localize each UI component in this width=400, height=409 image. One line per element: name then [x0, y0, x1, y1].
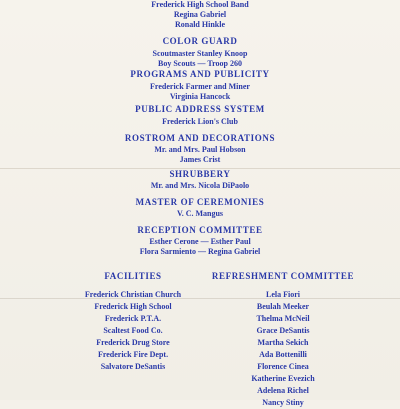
refreshment-item: Grace DeSantis [256, 326, 310, 335]
refreshment-item: Katherine Evezich [251, 374, 315, 383]
section-line: Virginia Hancock [169, 92, 231, 101]
refreshment-heading: REFRESHMENT COMMITTEE [211, 271, 355, 281]
section-shrubbery [0, 169, 400, 191]
section-line: Mr. and Mrs. Paul Hobson [154, 145, 246, 154]
section-heading: MASTER OF CEREMONIES [135, 197, 265, 207]
section-line: Esther Cerone — Esther Paul [149, 237, 251, 246]
section-heading: ROSTROM AND DECORATIONS [124, 133, 276, 143]
section-programs-publicity [0, 69, 400, 102]
section-reception-committee [0, 225, 400, 257]
refreshment-column [198, 271, 368, 409]
section-heading: PROGRAMS AND PUBLICITY [130, 69, 270, 79]
top-entry: Ronald Hinkle [174, 20, 225, 29]
section-line: Frederick Lion's Club [162, 117, 238, 126]
section-public-address [0, 104, 400, 127]
section-rostrom-decorations [0, 133, 400, 165]
refreshment-item: Thelma McNeil [256, 314, 310, 323]
top-entries [0, 0, 400, 30]
section-line: Scoutmaster Stanley Knoop [152, 49, 248, 58]
section-heading: COLOR GUARD [162, 36, 238, 46]
section-line: Frederick Farmer and Miner [150, 82, 250, 91]
section-line: Mr. and Mrs. Nicola DiPaolo [150, 181, 250, 190]
section-line: Flora Sarmiento — Regina Gabriel [139, 247, 261, 256]
facilities-column [48, 271, 218, 373]
refreshment-item: Ada Bottenilli [259, 350, 307, 359]
section-heading: SHRUBBERY [169, 169, 231, 179]
section-color-guard [0, 36, 400, 69]
facility-item: Frederick P.T.A. [104, 314, 162, 323]
refreshment-item: Lela Fiori [266, 290, 300, 299]
facility-item: Frederick Drug Store [96, 338, 170, 347]
section-line: James Crist [179, 155, 221, 164]
section-heading: RECEPTION COMMITTEE [137, 225, 263, 235]
top-entry: Frederick High School Band [151, 0, 249, 9]
refreshment-item: Martha Sekich [257, 338, 309, 347]
facility-item: Salvatore DeSantis [100, 362, 166, 371]
facility-item: Frederick Fire Dept. [97, 350, 169, 359]
section-master-of-ceremonies [0, 197, 400, 219]
section-heading: PUBLIC ADDRESS SYSTEM [135, 104, 265, 114]
facility-item: Frederick Christian Church [84, 290, 182, 299]
facilities-heading: FACILITIES [104, 271, 162, 281]
section-line: Boy Scouts — Troop 260 [157, 59, 242, 68]
refreshment-item: Florence Cinea [257, 362, 309, 371]
refreshment-item: Adelena Richel [257, 386, 309, 395]
refreshment-item: Nancy Stiny [262, 398, 304, 407]
refreshment-item: Beulah Meeker [256, 302, 310, 311]
facility-item: Frederick High School [94, 302, 172, 311]
section-line: V. C. Mangus [176, 209, 224, 218]
facility-item: Scaltest Food Co. [103, 326, 163, 335]
top-entry: Regina Gabriel [173, 10, 227, 19]
